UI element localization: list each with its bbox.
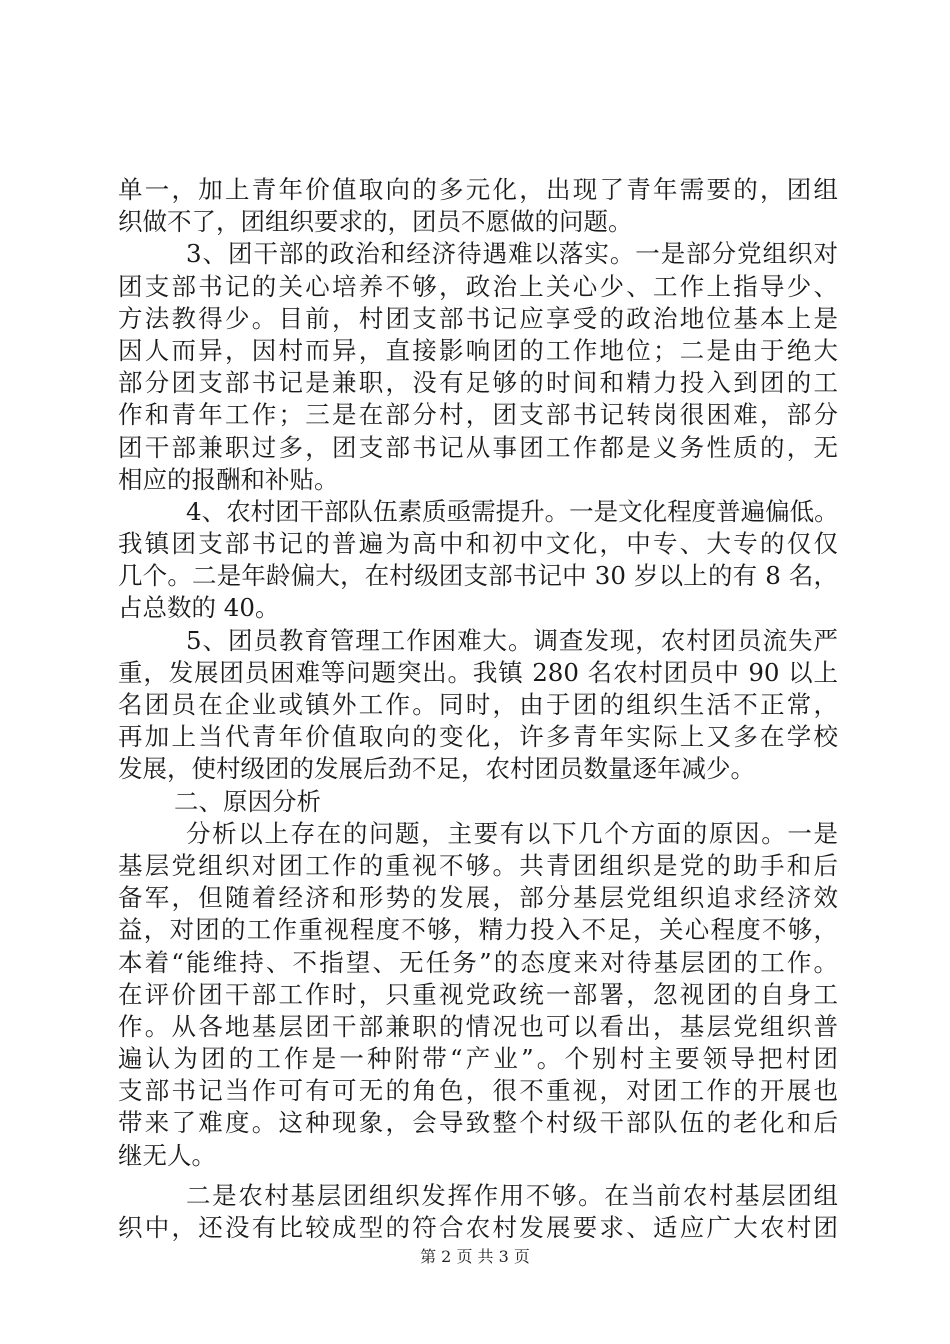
text-line: 单一，加上青年价值取向的多元化，出现了青年需要的，团组 bbox=[118, 175, 838, 204]
text-line: 部分团支部书记是兼职，没有足够的时间和精力投入到团的工 bbox=[118, 368, 838, 398]
text-line: 几个。二是年龄偏大，在村级团支部书记中 30 岁以上的有 8 名， bbox=[118, 561, 838, 591]
paragraph-start-line: 3、团干部的政治和经济待遇难以落实。一是部分党组织对 bbox=[186, 239, 838, 269]
text-line: 带来了难度。这种现象，会导致整个村级干部队伍的老化和后 bbox=[118, 1108, 838, 1138]
text-line: 织中，还没有比较成型的符合农村发展要求、适应广大农村团 bbox=[118, 1213, 838, 1242]
text-line: 发展，使村级团的发展后劲不足，农村团员数量逐年减少。 bbox=[118, 754, 755, 784]
paragraph-start-line: 二是农村基层团组织发挥作用不够。在当前农村基层团组 bbox=[186, 1180, 838, 1210]
text-line: 继无人。 bbox=[118, 1140, 216, 1170]
text-line: 基层党组织对团工作的重视不够。共青团组织是党的助手和后 bbox=[118, 850, 838, 880]
text-line: 作。从各地基层团干部兼职的情况也可以看出，基层党组织普 bbox=[118, 1011, 838, 1041]
document-body bbox=[118, 174, 838, 1244]
text-line: 在评价团干部工作时，只重视党政统一部署，忽视团的自身工 bbox=[118, 979, 838, 1009]
text-line: 遍认为团的工作是一种附带“产业”。个别村主要领导把村团 bbox=[118, 1044, 838, 1074]
text-line: 支部书记当作可有可无的角色，很不重视，对团工作的开展也 bbox=[118, 1076, 838, 1106]
section-heading: 二、原因分析 bbox=[174, 786, 321, 816]
paragraph-start-line: 分析以上存在的问题，主要有以下几个方面的原因。一是 bbox=[186, 818, 838, 848]
text-line: 名团员在企业或镇外工作。同时，由于团的组织生活不正常， bbox=[118, 690, 838, 719]
text-line: 作和青年工作；三是在部分村，团支部书记转岗很困难，部分 bbox=[118, 400, 838, 430]
text-line: 占总数的 40。 bbox=[118, 593, 280, 623]
text-line: 因人而异，因村而异，直接影响团的工作地位；二是由于绝大 bbox=[118, 335, 838, 365]
text-line: 再加上当代青年价值取向的变化，许多青年实际上又多在学校 bbox=[118, 722, 838, 752]
text-line: 方法教得少。目前，村团支部书记应享受的政治地位基本上是 bbox=[118, 303, 838, 333]
text-line: 重，发展团员困难等问题突出。我镇 280 名农村团员中 90 以上 bbox=[118, 657, 838, 687]
text-line: 益，对团的工作重视程度不够，精力投入不足，关心程度不够， bbox=[118, 915, 838, 945]
paragraph-start-line: 5、团员教育管理工作困难大。调查发现，农村团员流失严 bbox=[186, 625, 838, 655]
text-line: 备军，但随着经济和形势的发展，部分基层党组织追求经济效 bbox=[118, 883, 838, 913]
text-line: 织做不了，团组织要求的，团员不愿做的问题。 bbox=[118, 207, 633, 237]
page-number-footer: 第 2 页 共 3 页 bbox=[420, 1247, 530, 1266]
text-line: 本着“能维持、不指望、无任务”的态度来对待基层团的工作。 bbox=[118, 947, 838, 977]
text-line: 相应的报酬和补贴。 bbox=[118, 464, 339, 494]
text-line: 我镇团支部书记的普遍为高中和初中文化，中专、大专的仅仅 bbox=[118, 529, 838, 559]
text-line: 团干部兼职过多，团支部书记从事团工作都是义务性质的，无 bbox=[118, 432, 838, 462]
paragraph-start-line: 4、农村团干部队伍素质亟需提升。一是文化程度普遍偏低。 bbox=[186, 496, 839, 526]
text-line: 团支部书记的关心培养不够，政治上关心少、工作上指导少、 bbox=[118, 271, 838, 301]
